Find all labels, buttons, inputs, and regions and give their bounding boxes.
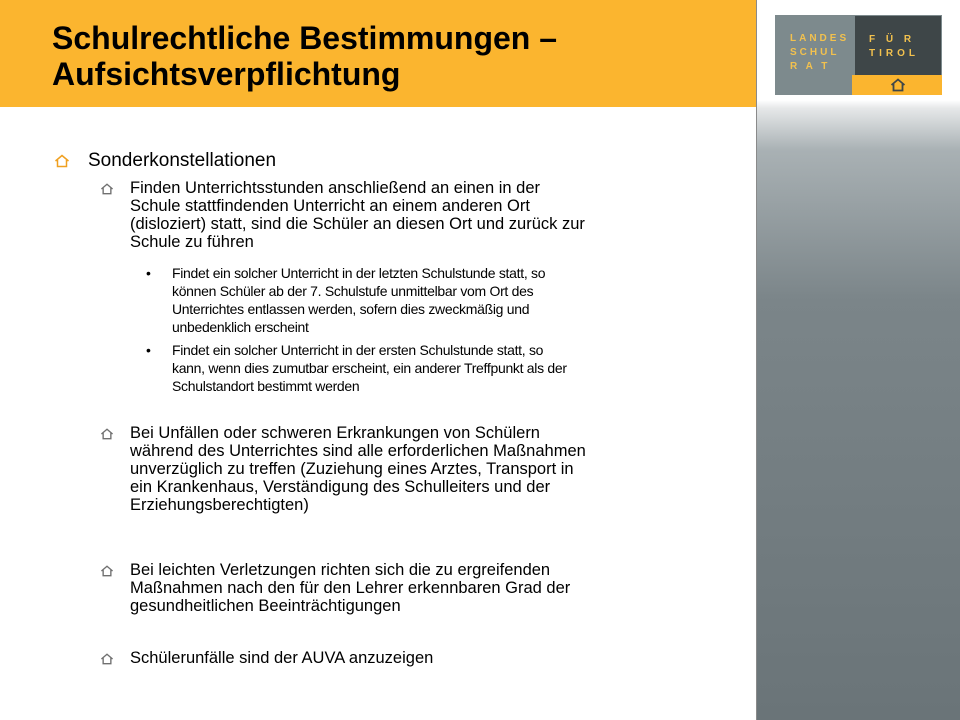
logo-text-rat: R A T	[790, 61, 831, 72]
logo-house-bar	[852, 75, 942, 95]
point-1-line-4: Schule zu führen	[130, 233, 254, 251]
subpoint-2-line-3: Schulstandort bestimmt werden	[172, 378, 360, 394]
point-2-line-3: unverzüglich zu treffen (Zuziehung eines Arztes, Transport in	[130, 460, 574, 478]
point-2-line-5: Erziehungsberechtigten)	[130, 496, 309, 514]
logo-text-tirol: TIROL	[869, 48, 919, 59]
point-2-line-4: ein Krankenhaus, Verständigung des Schulleiters und der	[130, 478, 551, 496]
point-2-line-1: Bei Unfällen oder schweren Erkrankungen von Schülern	[130, 424, 540, 442]
subpoint-1-line-3: Unterrichtes entlassen werden, sofern dies zweckmäßig und	[172, 301, 530, 317]
house-bullet-icon	[54, 154, 70, 168]
subpoint-2-line-1: Findet ein solcher Unterricht in der ersten Schulstunde statt, so	[172, 342, 544, 358]
logo-text-fuer: F Ü R	[869, 34, 916, 45]
logo-text-schul: SCHUL	[790, 47, 840, 58]
house-bullet-icon	[100, 653, 114, 665]
house-icon	[890, 78, 906, 92]
sub-bullet: •	[146, 265, 151, 281]
point-3-line-3: gesundheitlichen Beeinträchtigungen	[130, 597, 401, 615]
section-heading: Sonderkonstellationen	[88, 150, 277, 171]
logo-text-landes: LANDES	[790, 33, 850, 44]
sub-bullet: •	[146, 342, 151, 358]
house-bullet-icon	[100, 183, 114, 195]
point-3-line-2: Maßnahmen nach den für den Lehrer erkennbaren Grad der	[130, 579, 571, 597]
slide-title-line-2: Aufsichtsverpflichtung	[52, 56, 401, 92]
subpoint-1-line-2: können Schüler ab der 7. Schulstufe unmittelbar vom Ort des	[172, 283, 534, 299]
point-2-line-2: während des Unterrichtes sind alle erforderlichen Maßnahmen	[130, 442, 586, 460]
slide-title-line-1: Schulrechtliche Bestimmungen –	[52, 20, 558, 56]
right-side-panel	[757, 0, 960, 720]
point-1-line-1: Finden Unterrichtsstunden anschließend an einen in der	[130, 179, 541, 197]
point-1-line-3: (disloziert) statt, sind die Schüler an diesen Ort und zurück zur	[130, 215, 585, 233]
subpoint-2-line-2: kann, wenn dies zumutbar erscheint, ein anderer Treffpunkt als der	[172, 360, 567, 376]
landesschulrat-logo	[775, 15, 942, 95]
house-bullet-icon	[100, 428, 114, 440]
point-3-line-1: Bei leichten Verletzungen richten sich die zu ergreifenden	[130, 561, 551, 579]
subpoint-1-line-4: unbedenklich erscheint	[172, 319, 309, 335]
subpoint-1-line-1: Findet ein solcher Unterricht in der letzten Schulstunde statt, so	[172, 265, 546, 281]
point-4-line-1: Schülerunfälle sind der AUVA anzuzeigen	[130, 649, 434, 667]
house-bullet-icon	[100, 565, 114, 577]
point-1-line-2: Schule stattfindenden Unterricht an einem anderen Ort	[130, 197, 530, 215]
logo-left-block	[775, 15, 854, 95]
